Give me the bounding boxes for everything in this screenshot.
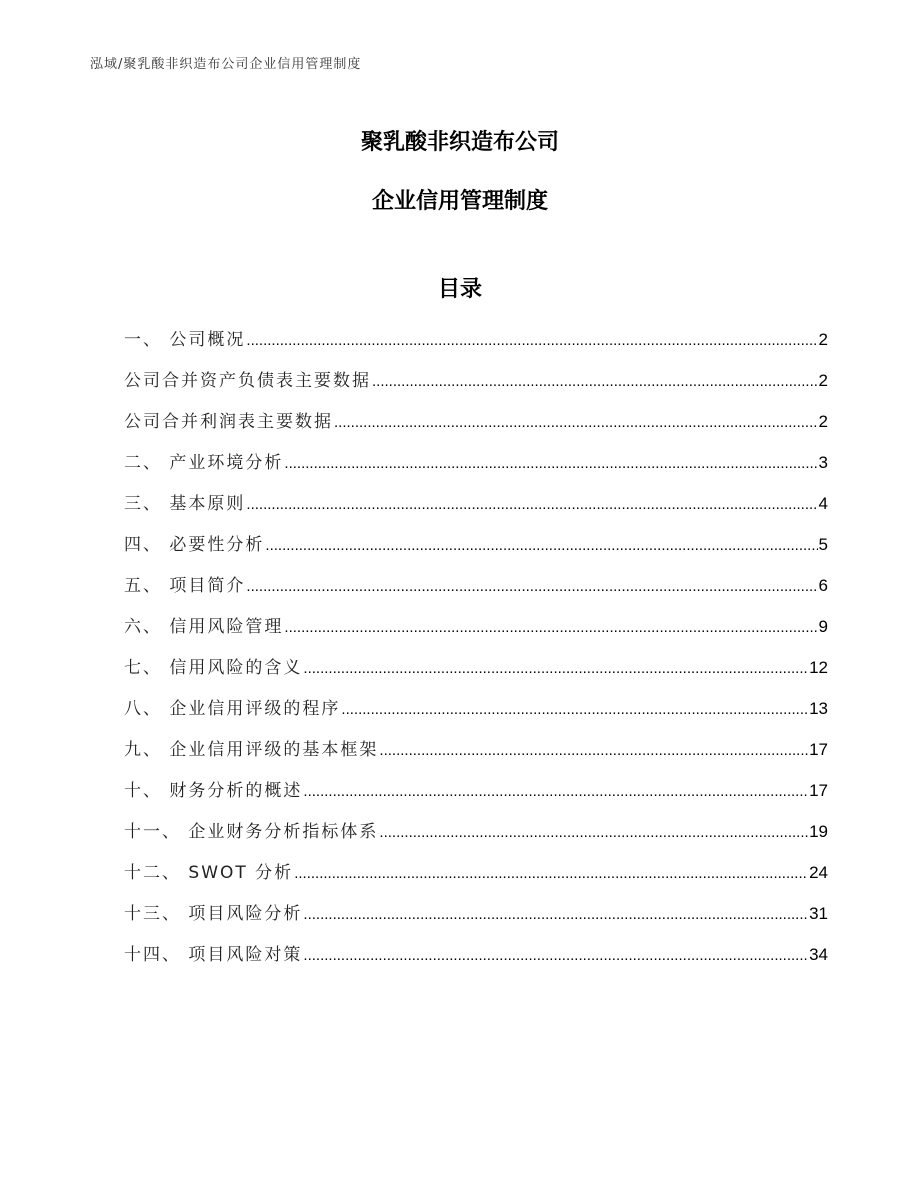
toc-entry-label: 十三、 项目风险分析: [124, 904, 303, 924]
toc-leader-dots: [303, 904, 808, 924]
toc-entry[interactable]: [124, 653, 828, 694]
toc-entry-label: 十二、 SWOT 分析: [124, 863, 294, 883]
toc-leader-dots: [246, 494, 817, 514]
toc-leader-dots: [379, 740, 808, 760]
toc-entry-label: 四、 必要性分析: [124, 535, 265, 555]
toc-entry-label: 八、 企业信用评级的程序: [124, 699, 341, 719]
toc-entry-page: 34: [809, 945, 828, 964]
toc-entry[interactable]: [124, 899, 828, 940]
toc-leader-dots: [341, 699, 808, 719]
toc-entry[interactable]: [124, 694, 828, 735]
toc-entry[interactable]: [124, 530, 828, 571]
document-subtitle: 企业信用管理制度: [371, 189, 548, 214]
toc-entry[interactable]: [124, 735, 828, 776]
toc-entry-page: 19: [809, 822, 828, 841]
toc-entry-page: 5: [818, 535, 828, 554]
toc-leader-dots: [284, 617, 817, 637]
table-of-contents: [124, 325, 828, 981]
toc-entry-page: 2: [818, 330, 828, 349]
toc-entry-label: 十、 财务分析的概述: [124, 781, 303, 801]
toc-leader-dots: [303, 945, 808, 965]
toc-leader-dots: [334, 412, 818, 432]
toc-entry-label: 公司合并利润表主要数据: [124, 412, 333, 432]
toc-entry-label: 一、 公司概况: [124, 330, 246, 350]
toc-entry-label: 六、 信用风险管理: [124, 617, 284, 637]
toc-entry[interactable]: [124, 817, 828, 858]
toc-entry-page: 2: [818, 371, 828, 390]
toc-entry-page: 2: [818, 412, 828, 431]
toc-entry[interactable]: [124, 489, 828, 530]
toc-leader-dots: [246, 576, 817, 596]
toc-leader-dots: [294, 863, 808, 883]
toc-entry-page: 6: [818, 576, 828, 595]
document-title: 聚乳酸非织造布公司: [360, 130, 559, 155]
toc-entry-label: 九、 企业信用评级的基本框架: [124, 740, 379, 760]
toc-entry-label: 十一、 企业财务分析指标体系: [124, 822, 379, 842]
toc-entry[interactable]: [124, 612, 828, 653]
toc-entry-page: 12: [809, 658, 828, 677]
toc-entry[interactable]: [124, 571, 828, 612]
toc-entry-label: 十四、 项目风险对策: [124, 945, 303, 965]
toc-entry[interactable]: [124, 776, 828, 817]
toc-entry-page: 13: [809, 699, 828, 718]
toc-leader-dots: [303, 658, 808, 678]
toc-leader-dots: [284, 453, 817, 473]
toc-entry-label: 三、 基本原则: [124, 494, 246, 514]
toc-entry[interactable]: [124, 366, 828, 407]
toc-entry-label: 二、 产业环境分析: [124, 453, 284, 473]
toc-entry-label: 五、 项目简介: [124, 576, 246, 596]
toc-entry[interactable]: [124, 407, 828, 448]
toc-leader-dots: [246, 330, 817, 350]
toc-leader-dots: [372, 371, 818, 391]
toc-heading: 目录: [437, 277, 482, 302]
toc-entry[interactable]: [124, 448, 828, 489]
toc-entry[interactable]: [124, 325, 828, 366]
toc-entry-page: 9: [818, 617, 828, 636]
toc-leader-dots: [379, 822, 808, 842]
toc-entry-page: 4: [818, 494, 828, 513]
toc-leader-dots: [303, 781, 808, 801]
toc-entry-page: 24: [809, 863, 828, 882]
toc-entry-page: 17: [809, 740, 828, 759]
toc-entry-page: 3: [818, 453, 828, 472]
toc-entry[interactable]: [124, 858, 828, 899]
running-header: 泓域/聚乳酸非织造布公司企业信用管理制度: [90, 57, 362, 72]
toc-entry-page: 31: [809, 904, 828, 923]
toc-entry[interactable]: [124, 940, 828, 981]
toc-entry-label: 七、 信用风险的含义: [124, 658, 303, 678]
toc-leader-dots: [265, 535, 817, 555]
toc-entry-label: 公司合并资产负债表主要数据: [124, 371, 371, 391]
toc-entry-page: 17: [809, 781, 828, 800]
